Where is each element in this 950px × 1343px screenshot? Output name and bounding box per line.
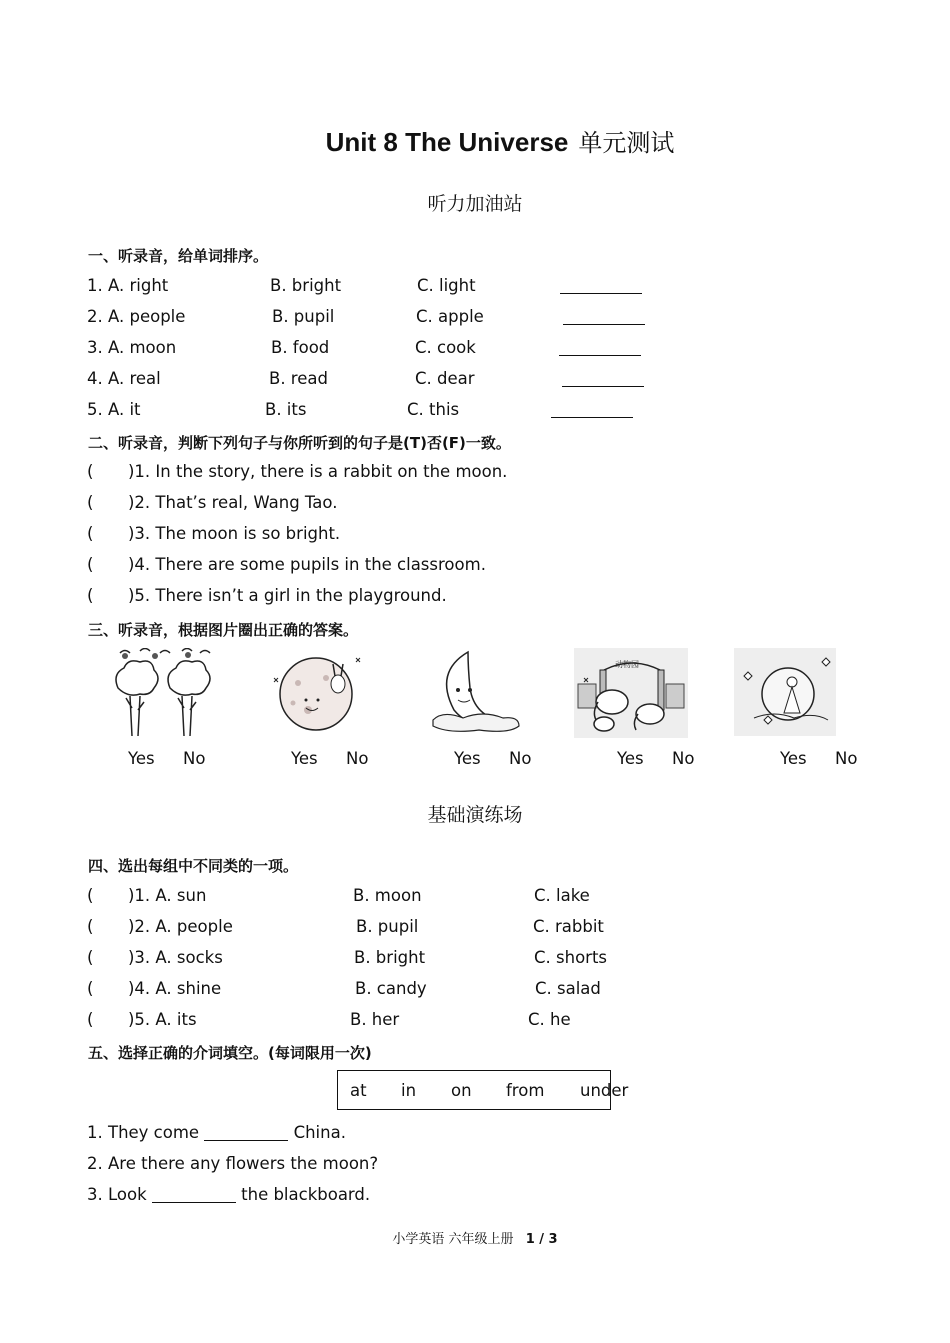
yes-option[interactable]: Yes xyxy=(291,749,318,768)
answer-blank[interactable] xyxy=(560,277,642,294)
word-bank-item: on xyxy=(451,1081,472,1100)
option-a: )1. A. sun xyxy=(128,886,207,905)
option-a: 5. A. it xyxy=(87,400,141,419)
no-option[interactable]: No xyxy=(183,749,206,768)
word-bank-item: in xyxy=(401,1081,417,1100)
answer-blank[interactable] xyxy=(562,370,644,387)
no-option[interactable]: No xyxy=(835,749,858,768)
option-c: C. salad xyxy=(535,979,601,998)
word-bank-item: from xyxy=(506,1081,545,1100)
option-b: B. bright xyxy=(354,948,426,967)
yes-option[interactable]: Yes xyxy=(454,749,481,768)
basic-section-title: 基础演练场 xyxy=(427,804,523,826)
trees-picture xyxy=(110,648,220,738)
answer-paren[interactable]: ( xyxy=(87,917,94,936)
option-c: C. shorts xyxy=(534,948,608,967)
title-main: Unit 8 The Universe xyxy=(325,127,569,157)
answer-blank[interactable] xyxy=(563,308,645,325)
yes-option[interactable]: Yes xyxy=(780,749,807,768)
option-c: C. dear xyxy=(415,369,475,388)
option-c: C. lake xyxy=(534,886,590,905)
option-c: C. rabbit xyxy=(533,917,604,936)
yes-option[interactable]: Yes xyxy=(128,749,155,768)
option-b: B. read xyxy=(269,369,328,388)
answer-paren[interactable]: ( xyxy=(87,462,94,481)
option-a: 3. A. moon xyxy=(87,338,177,357)
word-bank xyxy=(337,1070,629,1110)
statement-item: )1. In the story, there is a rabbit on the moon. xyxy=(128,462,508,481)
option-b: B. candy xyxy=(355,979,427,998)
word-bank-item: under xyxy=(580,1081,629,1100)
option-b: B. pupil xyxy=(272,307,335,326)
word-bank-item: at xyxy=(350,1081,367,1100)
listening-section-title: 听力加油站 xyxy=(427,193,523,215)
no-option[interactable]: No xyxy=(509,749,532,768)
moon-girl-picture xyxy=(734,648,836,736)
part5-heading: 五、选择正确的介词填空。(每词限用一次) xyxy=(88,1044,372,1062)
sentence-start: 1. They come xyxy=(87,1123,205,1142)
moon-rabbit-picture xyxy=(268,648,368,738)
fill-sentence xyxy=(87,1154,378,1173)
statement-item: )2. That’s real, Wang Tao. xyxy=(128,493,338,512)
option-a: 4. A. real xyxy=(87,369,161,388)
answer-paren[interactable]: ( xyxy=(87,493,94,512)
answer-paren[interactable]: ( xyxy=(87,1010,94,1029)
option-b: B. moon xyxy=(353,886,422,905)
sentence-end: China. xyxy=(288,1123,346,1142)
answer-paren[interactable]: ( xyxy=(87,948,94,967)
option-b: B. pupil xyxy=(356,917,419,936)
answer-paren[interactable]: ( xyxy=(87,979,94,998)
option-a: 1. A. right xyxy=(87,276,169,295)
statement-item: )5. There isn’t a girl in the playground. xyxy=(128,586,447,605)
answer-blank[interactable] xyxy=(204,1124,288,1141)
statement-item: )3. The moon is so bright. xyxy=(128,524,341,543)
no-option[interactable]: No xyxy=(672,749,695,768)
sentence-start: 2. Are there any flowers the moon? xyxy=(87,1154,379,1173)
part4-heading: 四、选出每组中不同类的一项。 xyxy=(88,857,299,875)
footer-subject: 小学英语 六年级上册 xyxy=(392,1232,514,1247)
option-a: )2. A. people xyxy=(128,917,233,936)
statement-item: )4. There are some pupils in the classroom. xyxy=(128,555,486,574)
yes-option[interactable]: Yes xyxy=(617,749,644,768)
option-c: C. light xyxy=(417,276,476,295)
option-b: B. bright xyxy=(270,276,342,295)
part2-heading: 二、听录音，判断下列句子与你所听到的句子是(T)否(F)一致。 xyxy=(88,434,511,452)
option-c: C. this xyxy=(407,400,460,419)
page-footer xyxy=(0,1228,950,1247)
option-b: B. her xyxy=(350,1010,400,1029)
option-a: )3. A. socks xyxy=(128,948,223,967)
answer-blank[interactable] xyxy=(152,1186,236,1203)
no-option[interactable]: No xyxy=(346,749,369,768)
fill-sentence xyxy=(87,1123,346,1142)
answer-paren[interactable]: ( xyxy=(87,586,94,605)
answer-paren[interactable]: ( xyxy=(87,524,94,543)
zoo-sign-text: 动物园 xyxy=(615,660,639,669)
option-b: B. food xyxy=(271,338,330,357)
answer-paren[interactable]: ( xyxy=(87,886,94,905)
sentence-end: the blackboard. xyxy=(235,1185,371,1204)
answer-blank[interactable] xyxy=(559,339,641,356)
option-b: B. its xyxy=(265,400,307,419)
zoo-elephants-picture xyxy=(574,648,688,738)
option-a: 2. A. people xyxy=(87,307,186,326)
option-a: )4. A. shine xyxy=(128,979,222,998)
page-number: 1 / 3 xyxy=(525,1232,558,1247)
fill-sentence xyxy=(87,1185,370,1204)
sentence-start: 3. Look xyxy=(87,1185,152,1204)
part3-heading: 三、听录音，根据图片圈出正确的答案。 xyxy=(88,621,359,639)
crescent-moon-picture xyxy=(428,648,528,738)
answer-blank[interactable] xyxy=(551,401,633,418)
option-c: C. cook xyxy=(415,338,476,357)
title-suffix: 单元测试 xyxy=(578,129,675,157)
option-a: )5. A. its xyxy=(128,1010,197,1029)
answer-paren[interactable]: ( xyxy=(87,555,94,574)
part1-heading: 一、听录音，给单词排序。 xyxy=(88,247,269,265)
option-c: C. he xyxy=(528,1010,571,1029)
option-c: C. apple xyxy=(416,307,484,326)
page-title xyxy=(0,123,950,158)
